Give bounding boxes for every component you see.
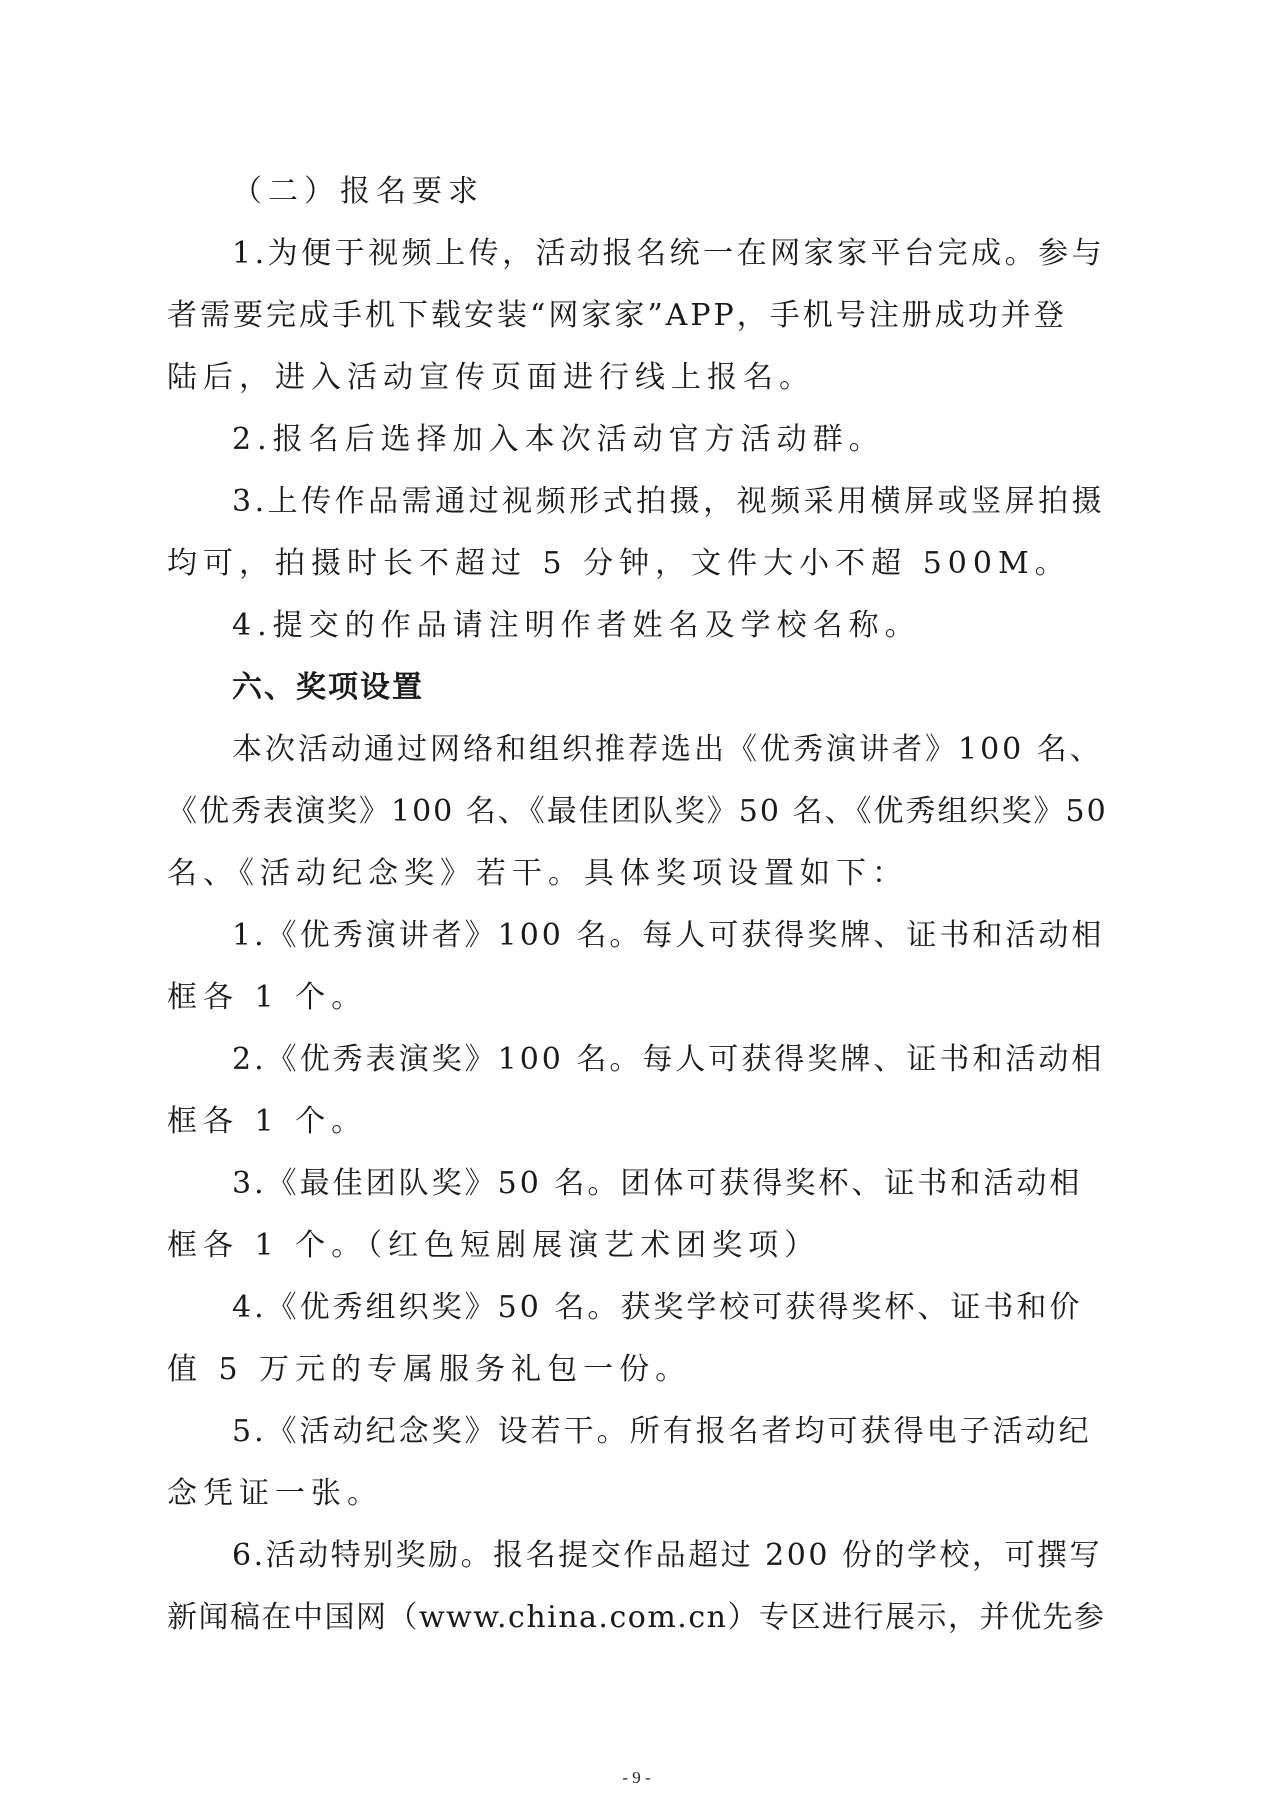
- page-number: - 9 -: [622, 1768, 651, 1787]
- paragraph-line: 本次活动通过网络和组织推荐选出《优秀演讲者》100 名、: [232, 732, 1103, 767]
- paragraph-line: 值 5 万元的专属服务礼包一份。: [167, 1352, 692, 1387]
- paragraph-line: 5.《活动纪念奖》设若干。所有报名者均可获得电子活动纪: [232, 1414, 1092, 1449]
- paragraph-line: 1.《优秀演讲者》100 名。每人可获得奖牌、证书和活动相: [232, 918, 1105, 953]
- paragraph-line: 陆后，进入活动宣传页面进行线上报名。: [167, 360, 815, 395]
- section-heading-awards: 六、奖项设置: [232, 670, 424, 705]
- paragraph-line: 念凭证一张。: [167, 1476, 383, 1511]
- paragraph-line: 框各 1 个。: [167, 1104, 368, 1139]
- paragraph-line: 4.《优秀组织奖》50 名。获奖学校可获得奖杯、证书和价: [232, 1290, 1083, 1325]
- paragraph-line: 3.《最佳团队奖》50 名。团体可获得奖杯、证书和活动相: [232, 1166, 1083, 1201]
- paragraph-line: 2.《优秀表演奖》100 名。每人可获得奖牌、证书和活动相: [232, 1042, 1105, 1077]
- paragraph-line: 6.活动特别奖励。报名提交作品超过 200 份的学校，可撰写: [232, 1538, 1102, 1573]
- paragraph-line: 均可，拍摄时长不超过 5 分钟，文件大小不超 500M。: [167, 546, 1071, 581]
- paragraph-line: 4.提交的作品请注明作者姓名及学校名称。: [232, 608, 921, 643]
- paragraph-line: 1.为便于视频上传，活动报名统一在网家家平台完成。参与: [232, 236, 1106, 271]
- paragraph-line: 《优秀表演奖》100 名、《最佳团队奖》50 名、《优秀组织奖》50: [167, 794, 1108, 829]
- paragraph-line: 2.报名后选择加入本次活动官方活动群。: [232, 422, 885, 457]
- paragraph-line: 框各 1 个。（红色短剧展演艺术团奖项）: [167, 1228, 821, 1263]
- paragraph-line: 3.上传作品需通过视频形式拍摄，视频采用横屏或竖屏拍摄: [232, 484, 1106, 519]
- paragraph-line: 者需要完成手机下载安装“网家家”APP，手机号注册成功并登: [167, 298, 1067, 333]
- paragraph-line: 新闻稿在中国网（www.china.com.cn）专区进行展示，并优先参: [167, 1600, 1106, 1635]
- paragraph-line: 名、《活动纪念奖》若干。具体奖项设置如下：: [167, 856, 908, 891]
- paragraph-line: 框各 1 个。: [167, 980, 368, 1015]
- subsection-heading-registration: （二）报名要求: [232, 174, 484, 209]
